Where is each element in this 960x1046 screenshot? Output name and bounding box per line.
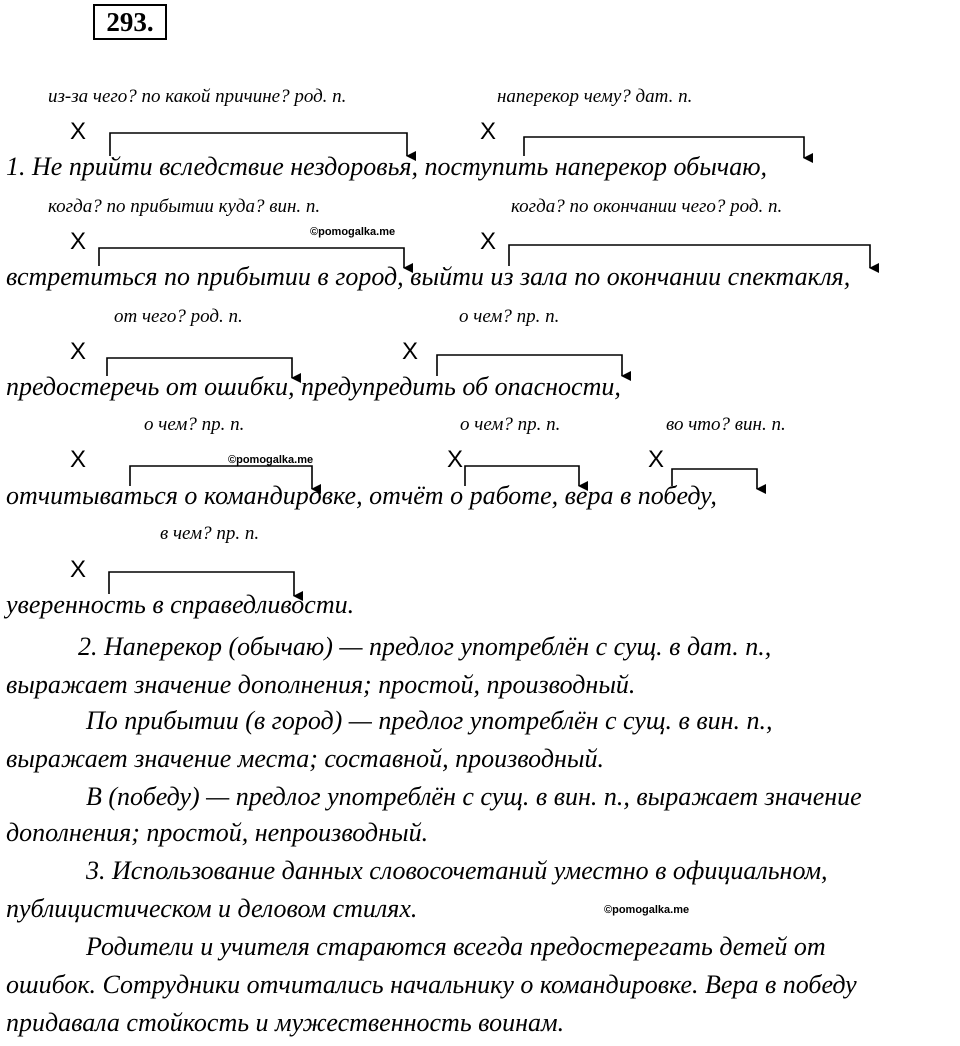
text-line: По прибытии (в город) — предлог употреблён с сущ. в вин. п., [86,706,773,735]
phrase-line: встретиться по прибытии в город, выйти из зала по окончании спектакля, [6,262,851,291]
main-word-mark: X [70,556,87,583]
dependency-arrow [99,248,404,268]
question-label: о чем? пр. п. [144,414,245,435]
text-line: придавала стойкость и мужественность воинам. [6,1008,565,1037]
text-line: 2. Наперекор (обычаю) — предлог употреблён с сущ. в дат. п., [78,632,772,661]
dependency-arrow [524,137,804,158]
question-label: о чем? пр. п. [459,306,560,327]
dependency-arrow [465,466,579,486]
phrase-line: уверенность в справедливости. [6,590,355,619]
dependency-arrow [509,245,870,268]
text-line: Родители и учителя стараются всегда предостерегать детей от [86,932,826,961]
phrase-line: предостеречь от ошибки, предупредить об опасности, [6,372,621,401]
text-line: дополнения; простой, непроизводный. [6,818,429,847]
question-label: в чем? пр. п. [160,523,260,544]
main-word-mark: X [70,228,87,255]
question-label: во что? вин. п. [666,414,786,435]
watermark: ©pomogalka.me [604,904,690,916]
text-line: В (победу) — предлог употреблён с сущ. в вин. п., выражает значение [86,782,862,811]
question-label: о чем? пр. п. [460,414,561,435]
main-word-mark: X [70,118,87,145]
question-label: когда? по прибытии куда? вин. п. [48,196,321,217]
text-line: ошибок. Сотрудники отчитались начальнику о командировке. Вера в победу [6,970,857,999]
text-line: публицистическом и деловом стилях. [6,894,418,923]
question-label: когда? по окончании чего? род. п. [511,196,783,217]
phrase-line: 1. Не прийти вследствие нездоровья, поступить наперекор обычаю, [6,152,768,181]
question-label: от чего? род. п. [114,306,243,327]
dependency-arrow [672,469,757,489]
exercise-number: 293. [93,4,167,40]
text-line: 3. Использование данных словосочетаний уместно в официальном, [86,856,828,885]
dependency-arrow [109,572,294,596]
main-word-mark: X [480,228,497,255]
text-line: выражает значение места; составной, производный. [6,744,604,773]
dependency-arrow [107,358,292,378]
phrase-line: отчитываться о командировке, отчёт о работе, вера в победу, [6,481,717,510]
main-word-mark: X [70,338,87,365]
main-word-mark: X [70,446,87,473]
dependency-arrow [437,355,622,376]
dependency-arrow [130,466,312,489]
dependency-arrow [110,133,407,156]
main-word-mark: X [402,338,419,365]
main-word-mark: X [447,446,464,473]
text-line: выражает значение дополнения; простой, производный. [6,670,636,699]
question-label: из-за чего? по какой причине? род. п. [48,86,347,107]
question-label: наперекор чему? дат. п. [497,86,693,107]
main-word-mark: X [648,446,665,473]
watermark: ©pomogalka.me [310,226,396,238]
main-word-mark: X [480,118,497,145]
watermark: ©pomogalka.me [228,454,314,466]
